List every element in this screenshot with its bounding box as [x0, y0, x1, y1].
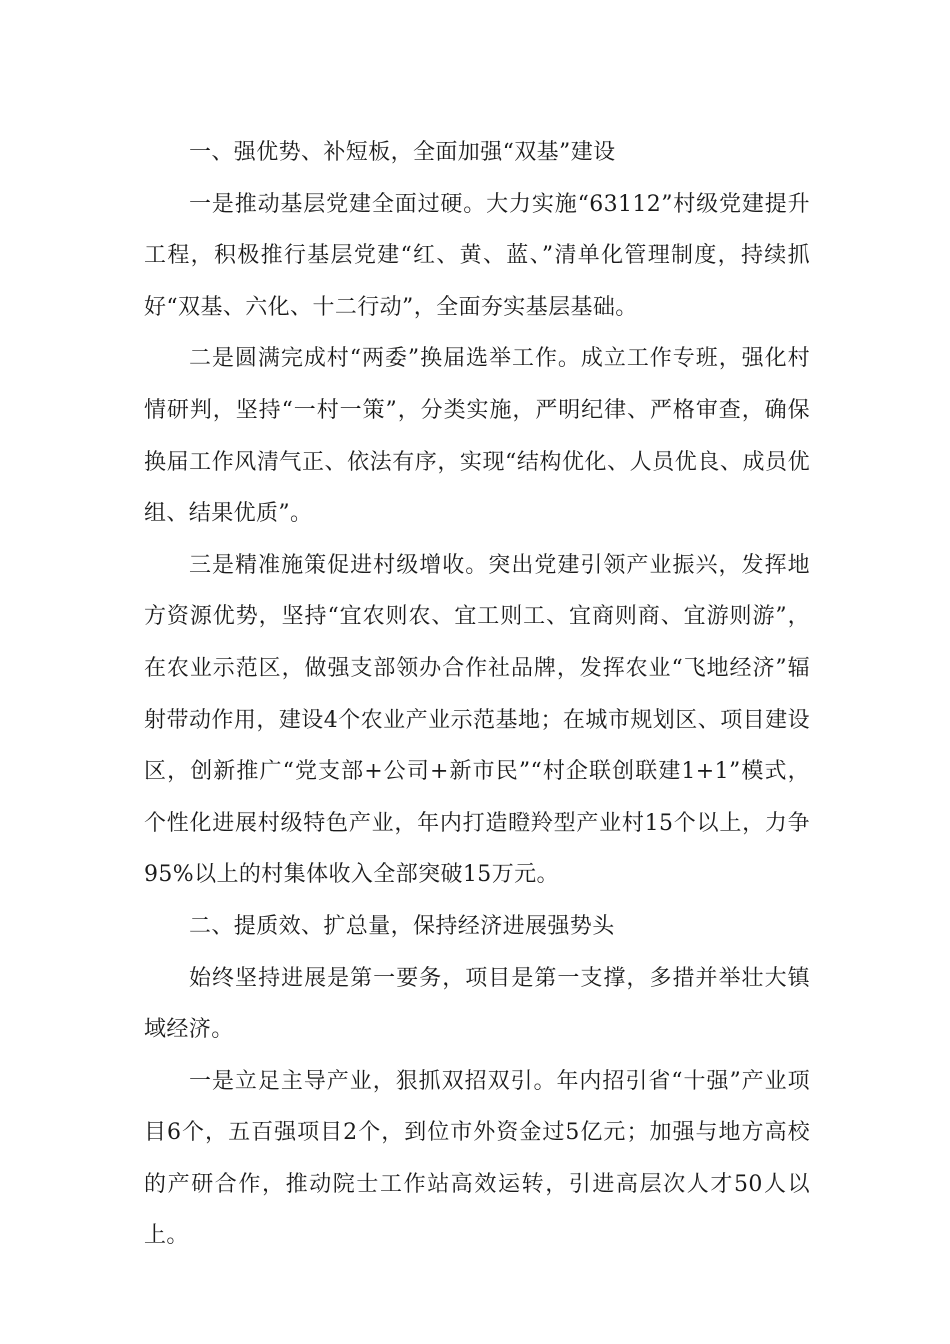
section-heading-1: 一、强优势、补短板，全面加强“双基”建设 [189, 140, 616, 165]
paragraph-party-building: 一是推动基层党建全面过硬。大力实施“63112”村级党建提升工程，积极推行基层党建“红、黄、蓝、”清单化管理制度，持续抓好“双基、六化、十二行动”，全面夯实基层基础。 [144, 191, 810, 320]
paragraph-investment: 一是立足主导产业，狠抓双招双引。年内招引省“十强”产业项目6个，五百强项目2个，到位市外资金过5亿元；加强与地方高校的产研合作，推动院士工作站高效运转，引进高层次人才50人以上。 [144, 1068, 810, 1249]
paragraph-economy-intro: 始终坚持进展是第一要务，项目是第一支撑，多措并举壮大镇域经济。 [144, 965, 810, 1043]
paragraph-village-income: 三是精准施策促进村级增收。突出党建引领产业振兴，发挥地方资源优势，坚持“宜农则农、宜工则工、宜商则商、宜游则游”，在农业示范区，做强支部领办合作社品牌，发挥农业“飞地经济”辐射带动作用，建设4个农业产业示范基地；在城市规划区、项目建设区，创新推广“党支部+公司+新市民”“村企联创联建1+1”模式，个性化进展村级特色产业，年内打造瞪羚型产业村15个以上，力争95%以上的村集体收入全部突破15万元。 [144, 552, 810, 888]
paragraph-village-election: 二是圆满完成村“两委”换届选举工作。成立工作专班，强化村情研判，坚持“一村一策”，分类实施，严明纪律、严格审查，确保换届工作风清气正、依法有序，实现“结构优化、人员优良、成员优组、结果优质”。 [144, 346, 810, 527]
section-heading-2: 二、提质效、扩总量，保持经济进展强势头 [189, 913, 615, 939]
document-body [144, 127, 810, 1262]
